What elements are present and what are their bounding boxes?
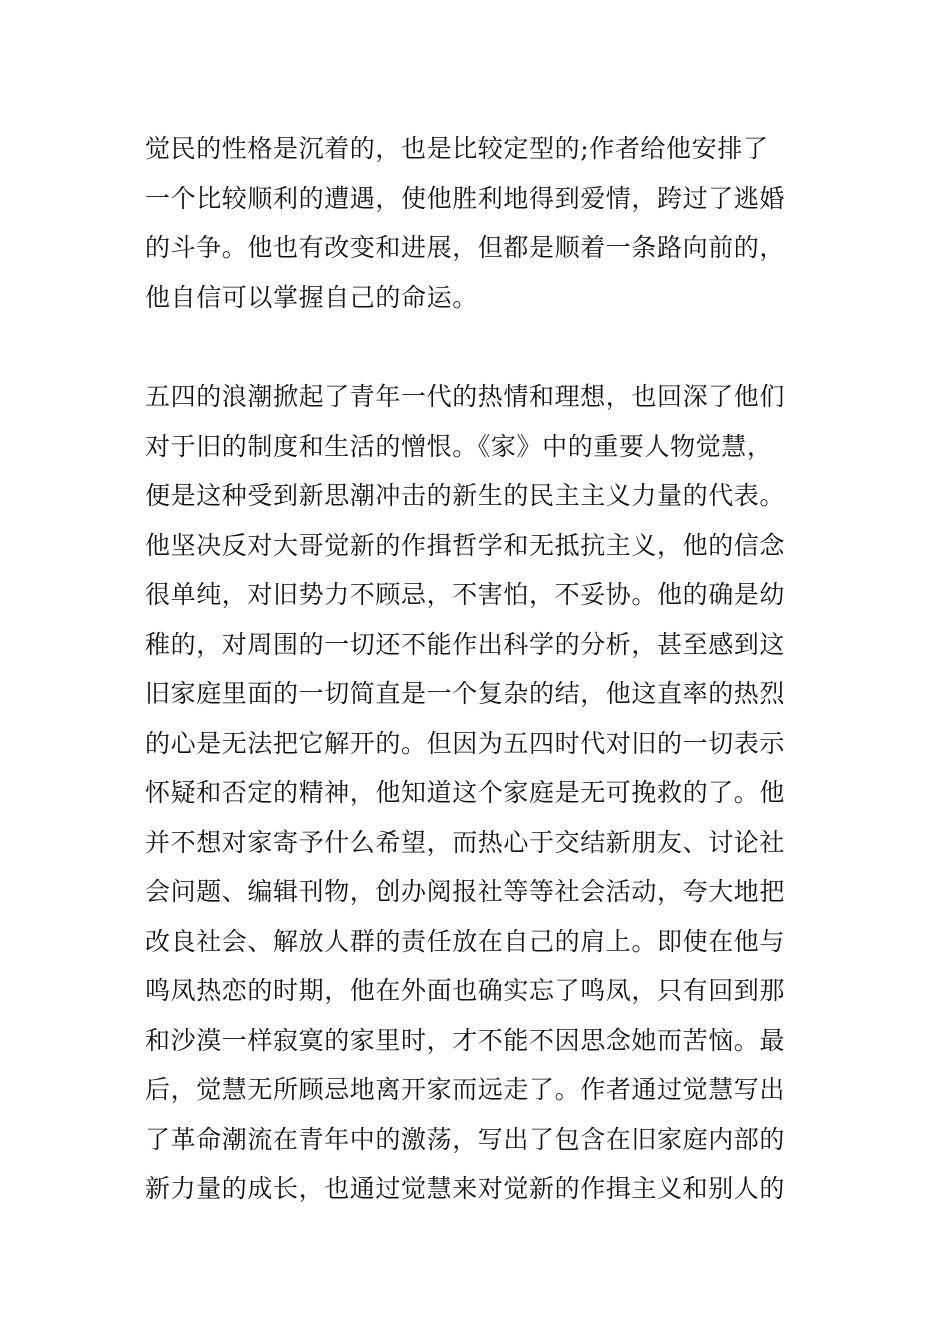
- paragraph-line: 了革命潮流在青年中的激荡，写出了包含在旧家庭内部的: [145, 1124, 786, 1154]
- paragraph-line: 稚的，对周围的一切还不能作出科学的分析，甚至感到这: [145, 629, 786, 659]
- paragraph-line: 会问题、编辑刊物，创办阅报社等等社会活动，夸大地把: [145, 877, 786, 906]
- paragraph-line: 和沙漠一样寂寞的家里时，才不能不因思念她而苦恼。最: [145, 1025, 786, 1055]
- paragraph-line: 鸣凤热恋的时期，他在外面也确实忘了鸣凤，只有回到那: [145, 976, 786, 1005]
- paragraph-line: 改良社会、解放人群的责任放在自己的肩上。即使在他与: [145, 926, 786, 956]
- paragraph-line: 五四的浪潮掀起了青年一代的热情和理想，也回深了他们: [145, 382, 786, 411]
- paragraph-line: 便是这种受到新思潮冲击的新生的民主主义力量的代表。: [145, 481, 786, 510]
- paragraph-line: 怀疑和否定的精神，他知道这个家庭是无可挽救的了。他: [145, 778, 786, 807]
- paragraph-line: 对于旧的制度和生活的憎恨。《家》中的重要人物觉慧，: [145, 431, 773, 461]
- paragraph-juemin: [145, 124, 810, 322]
- paragraph-line: 旧家庭里面的一切简直是一个复杂的结，他这直率的热烈: [145, 679, 786, 708]
- paragraph-juehui: [145, 372, 810, 1214]
- paragraph-line: 并不想对家寄予什么希望，而热心于交结新朋友、讨论社: [145, 827, 786, 857]
- paragraph-line: 很单纯，对旧势力不顾忌，不害怕，不妥协。他的确是幼: [145, 580, 786, 609]
- paragraph-line: 一个比较顺利的遭遇，使他胜利地得到爱情，跨过了逃婚: [145, 183, 786, 213]
- paragraph-line: 的斗争。他也有改变和进展，但都是顺着一条路向前的，: [145, 233, 786, 262]
- paragraph-line: 的心是无法把它解开的。但因为五四时代对旧的一切表示: [145, 728, 786, 758]
- paragraph-line: 觉民的性格是沉着的，也是比较定型的;作者给他安排了: [145, 134, 769, 163]
- paragraph-line: 后，觉慧无所顾忌地离开家而远走了。作者通过觉慧写出: [145, 1075, 786, 1104]
- paragraph-line: 新力量的成长，也通过觉慧来对觉新的作揖主义和别人的: [145, 1174, 786, 1203]
- paragraph-line: 他坚决反对大哥觉新的作揖哲学和无抵抗主义，他的信念: [145, 530, 786, 560]
- paragraph-line: 他自信可以掌握自己的命运。: [145, 282, 478, 312]
